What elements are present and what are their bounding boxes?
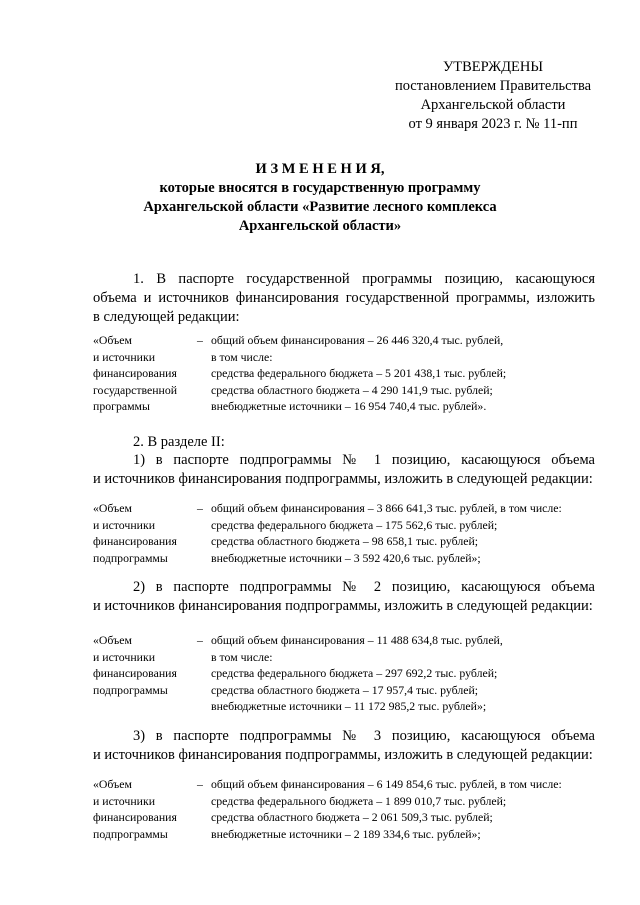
title-line: которые вносятся в государственную программу — [159, 180, 481, 196]
approval-block — [378, 58, 608, 134]
item-label: «Объем и источники финансирования подпрограммы — [93, 777, 177, 841]
section1-paragraph — [93, 270, 595, 327]
approval-line: Архангельской области — [420, 97, 566, 113]
paragraph-line: в следующей редакции: — [93, 309, 240, 325]
item-values: общий объем финансирования – 3 866 641,3 тыс. рублей, в том числе: средства федерального бюджета – 175 562,6 тыс. рублей; средства областного бюджета – 98 658,1 тыс. рублей; внебюджетные источники – 3 592 420,6 тыс. рублей»; — [211, 501, 562, 565]
paragraph-line: и источников финансирования подпрограммы, изложить в следующей редакции: — [93, 471, 593, 487]
paragraph-line: объема и источников финансирования государственной программы, изложить — [93, 290, 595, 306]
item-values: общий объем финансирования – 11 488 634,8 тыс. рублей, в том числе: средства федерального бюджета – 297 692,2 тыс. рублей; средства областного бюджета – 17 957,4 тыс. рублей; внебюджетные источники – 11 172 985,2 тыс. рублей»; — [211, 633, 503, 713]
item-dash: – — [197, 501, 203, 515]
sub1-financing-item — [93, 500, 603, 568]
item-dash: – — [197, 633, 203, 647]
item-label: «Объем и источники финансирования государственной программы — [93, 333, 178, 413]
paragraph-line: 1. В паспорте государственной программы позицию, касающуюся — [133, 271, 595, 287]
approval-line: постановлением Правительства — [394, 78, 592, 94]
item-label: «Объем и источники финансирования подпрограммы — [93, 501, 177, 565]
document-title — [0, 160, 640, 236]
item-label: «Объем и источники финансирования подпрограммы — [93, 633, 177, 697]
title-main: И З М Е Н Е Н И Я, — [255, 161, 385, 177]
title-line: Архангельской области «Развитие лесного комплекса — [143, 199, 497, 215]
sub3-paragraph — [93, 727, 595, 765]
paragraph-line: и источников финансирования подпрограммы, изложить в следующей редакции: — [93, 747, 593, 763]
paragraph-line: 1) в паспорте подпрограммы № 1 позицию, касающуюся объема — [133, 452, 595, 468]
approval-line: УТВЕРЖДЕНЫ — [442, 59, 544, 75]
paragraph-line: 3) в паспорте подпрограммы № 3 позицию, касающуюся объема — [133, 728, 595, 744]
section2-heading: 2. В разделе II: — [133, 434, 225, 450]
sub1-paragraph — [93, 451, 595, 489]
section1-financing-item — [93, 332, 603, 422]
item-dash: – — [197, 777, 203, 791]
approval-line: от 9 января 2023 г. № 11-пп — [408, 116, 578, 132]
sub2-financing-item — [93, 632, 603, 716]
sub3-financing-item — [93, 776, 603, 844]
item-values: общий объем финансирования – 26 446 320,4 тыс. рублей, в том числе: средства федерального бюджета – 5 201 438,1 тыс. рублей; средства областного бюджета – 4 290 141,9 тыс. рублей; внебюджетные источники – 16 954 740,4 тыс. рублей». — [211, 333, 507, 413]
item-dash: – — [197, 333, 203, 347]
paragraph-line: и источников финансирования подпрограммы, изложить в следующей редакции: — [93, 598, 593, 614]
title-line: Архангельской области» — [238, 218, 402, 234]
item-values: общий объем финансирования – 6 149 854,6 тыс. рублей, в том числе: средства федерального бюджета – 1 899 010,7 тыс. рублей; средства областного бюджета – 2 061 509,3 тыс. рублей; внебюджетные источники – 2 189 334,6 тыс. рублей»; — [211, 777, 562, 841]
paragraph-line: 2) в паспорте подпрограммы № 2 позицию, касающуюся объема — [133, 579, 595, 595]
sub2-paragraph — [93, 578, 595, 616]
